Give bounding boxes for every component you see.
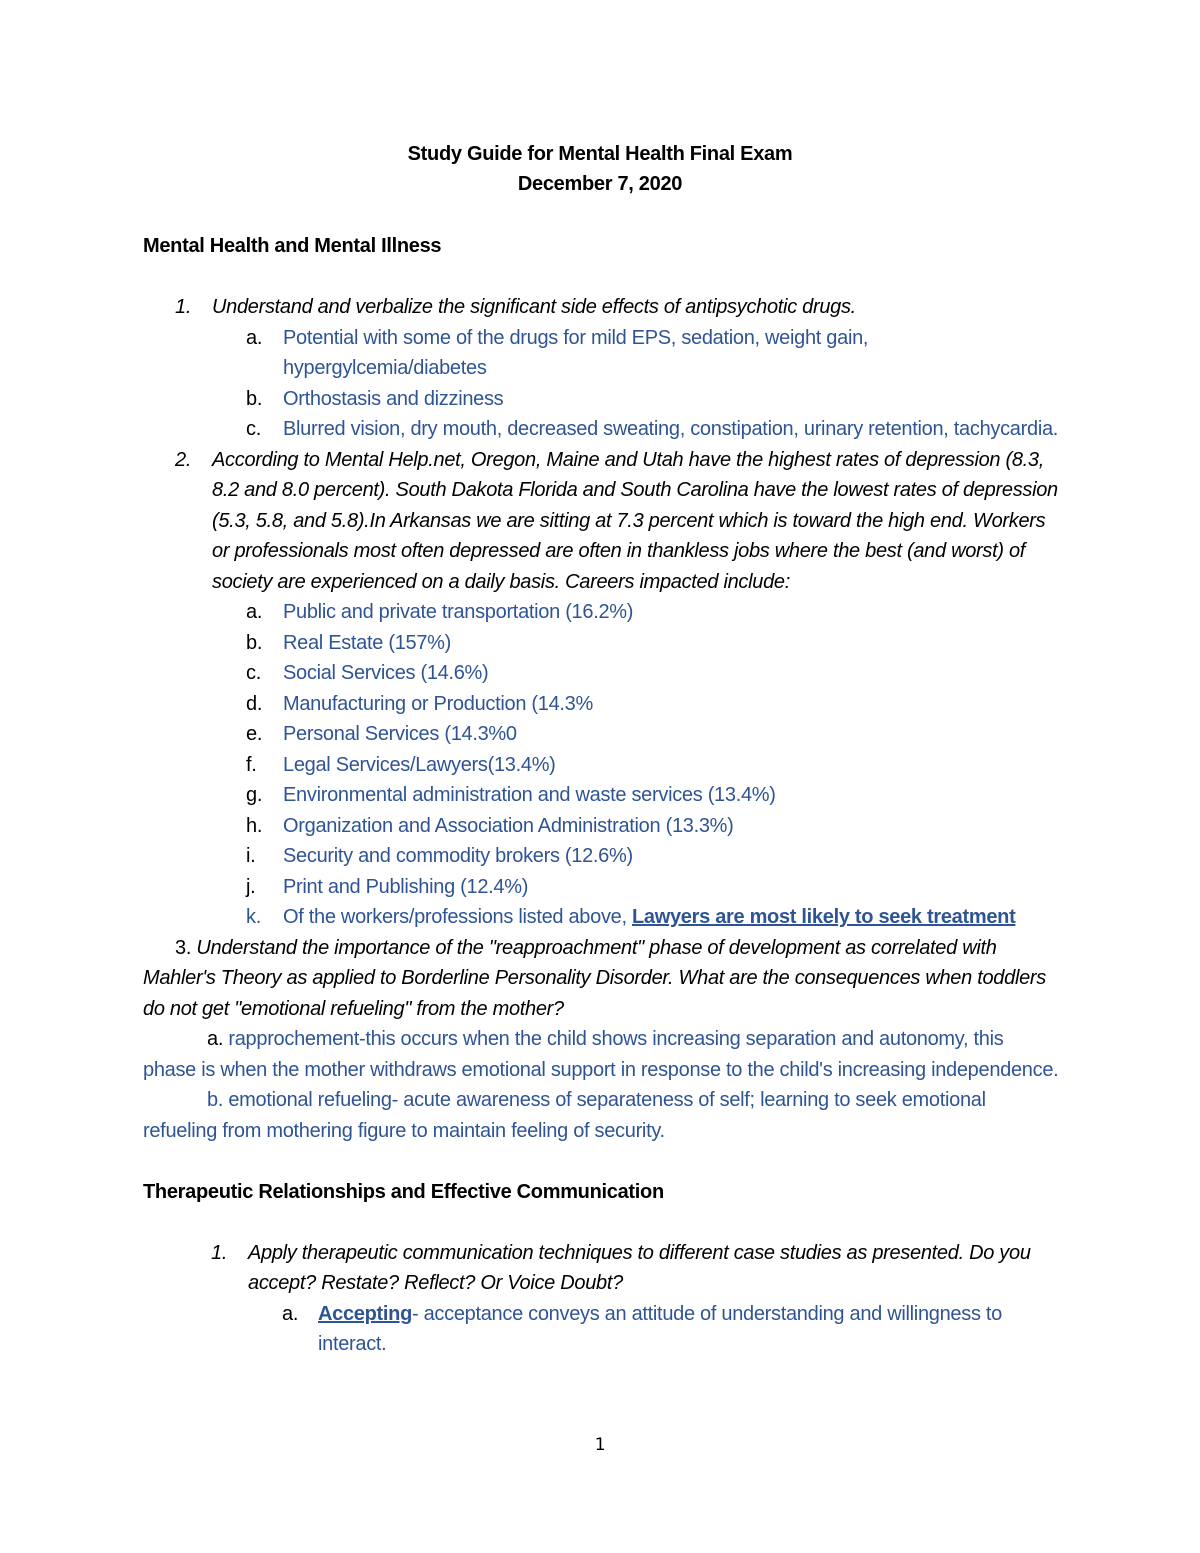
list-marker: k. [246,906,261,928]
question-number: 3. [175,937,192,959]
conclusion-emphasis: Lawyers are most likely to seek treatment [631,906,1016,928]
section-heading-therapeutic: Therapeutic Relationships and Effective Communication [143,1181,664,1203]
list-marker: h. [246,815,263,837]
answer-text: emotional refueling- acute awareness of separateness of self; learning to seek emotional [228,1089,986,1111]
question-text-line: Apply therapeutic communication techniques to different case studies as presented. Do you [248,1242,1031,1264]
list-marker: a. [246,601,263,623]
document-date: December 7, 2020 [517,173,683,195]
list-marker: j. [246,876,256,898]
answer-text: Potential with some of the drugs for mild EPS, sedation, weight gain, [283,327,869,349]
answer-text: rapprochement-this occurs when the child shows increasing separation and autonomy, this [228,1028,1004,1050]
career-item: Security and commodity brokers (12.6%) [283,845,633,867]
answer-text: hypergylcemia/diabetes [283,357,487,379]
conclusion-text: Of the workers/professions listed above, [283,906,632,928]
question-text-line: or professionals most often depressed are often in thankless jobs where the best (and worst) of [212,540,1026,562]
career-conclusion [283,906,1015,929]
document-title: Study Guide for Mental Health Final Exam [407,143,793,165]
question-text-line: (5.3, 5.8, and 5.8).In Arkansas we are sitting at 7.3 percent which is toward the high end. Workers [212,510,1046,532]
list-marker: b. [207,1089,224,1111]
answer-text: - acceptance conveys an attitude of understanding and willingness to [411,1303,1002,1325]
career-item: Public and private transportation (16.2%) [283,601,634,623]
question-text-line: do not get "emotional refueling" from the mother? [143,998,564,1020]
section-heading-mental-health: Mental Health and Mental Illness [143,235,442,257]
question-text-line: Mahler's Theory as applied to Borderline Personality Disorder. What are the consequences when toddlers [143,967,1046,989]
question-text: Understand and verbalize the significant side effects of antipsychotic drugs. [212,296,856,318]
question-text-line: society are experienced on a daily basis. Careers impacted include: [212,571,790,593]
answer-text: phase is when the mother withdraws emotional support in response to the child's increasing independence. [143,1059,1059,1081]
answer-term: Accepting [318,1303,412,1325]
list-marker: f. [246,754,257,776]
list-marker: b. [246,632,263,654]
career-item: Manufacturing or Production (14.3% [283,693,593,715]
career-item: Organization and Association Administration (13.3%) [283,815,734,837]
question-text-line: Understand the importance of the "reapproachment" phase of development as correlated with [196,937,997,959]
answer-text: Orthostasis and dizziness [283,388,504,410]
answer-text: Blurred vision, dry mouth, decreased sweating, constipation, urinary retention, tachycardia. [283,418,1059,440]
list-marker: g. [246,784,263,806]
career-item: Social Services (14.6%) [283,662,489,684]
career-item: Environmental administration and waste services (13.4%) [283,784,776,806]
career-item: Legal Services/Lawyers(13.4%) [283,754,556,776]
career-item: Real Estate (157%) [283,632,452,654]
answer-text: refueling from mothering figure to maintain feeling of security. [143,1120,665,1142]
list-marker: c. [246,662,261,684]
question-number: 1. [175,296,192,318]
list-marker: b. [246,388,263,410]
list-marker: c. [246,418,261,440]
question-3 [175,937,997,960]
question-number: 2. [175,449,192,471]
answer-a [207,1028,1003,1051]
list-marker: a. [282,1303,299,1325]
answer-b [207,1089,986,1112]
list-marker: a. [246,327,263,349]
page-number: 1 [594,1435,606,1455]
question-text-line: 8.2 and 8.0 percent). South Dakota Florida and South Carolina have the lowest rates of depression [212,479,1058,501]
answer-text: interact. [318,1333,387,1355]
list-marker: i. [246,845,256,867]
list-marker: e. [246,723,263,745]
career-item: Personal Services (14.3%0 [283,723,517,745]
question-text-line: According to Mental Help.net, Oregon, Maine and Utah have the highest rates of depression (8.3, [212,449,1045,471]
list-marker: a. [207,1028,224,1050]
list-marker: d. [246,693,263,715]
question-text-line: accept? Restate? Reflect? Or Voice Doubt? [248,1272,623,1294]
question-number: 1. [211,1242,228,1264]
career-item: Print and Publishing (12.4%) [283,876,529,898]
answer-accepting [318,1303,1002,1326]
